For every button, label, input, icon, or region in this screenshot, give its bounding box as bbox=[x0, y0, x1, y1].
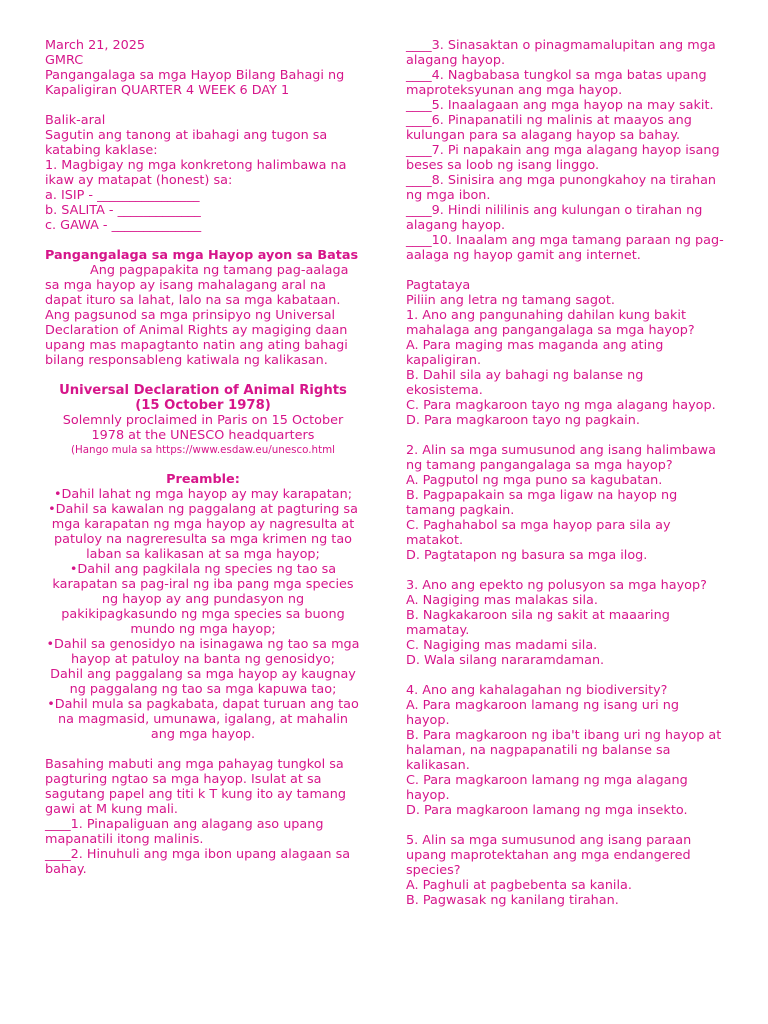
true-false-item: ____2. Hinuhuli ang mga ibon upang alagaan sa bahay. bbox=[45, 847, 351, 877]
answer-line-salita: b. SALITA - _____________ bbox=[45, 203, 201, 218]
pagtataya-heading: Pagtataya bbox=[406, 278, 471, 293]
quiz-choice: A. Para maging mas maganda ang ating kapaligiran. bbox=[406, 338, 664, 368]
quiz-choice: A. Pagputol ng mga puno sa kagubatan. bbox=[406, 473, 663, 488]
declaration-source: (Hango mula sa https://www.esdaw.eu/unesco.html bbox=[70, 444, 336, 456]
preamble-item: •Dahil mula sa pagkabata, dapat turuan ang tao na magmasid, umunawa, igalang, at mahalin ang mga hayop. bbox=[47, 697, 359, 742]
section-paragraph: Ang pagpapakita ng tamang pag-aalaga sa mga hayop ay isang mahalagang aral na dapat ituro sa lahat, lalo na sa mga kabataan. Ang pagsunod sa mga prinsipyo ng Universal Declaration of Animal Rights ay magiging daan upang mas mapagtanto natin ang ating bahagi bilang responsableng katiwala ng kalikasan. bbox=[45, 263, 349, 368]
balik-aral-question: 1. Magbigay ng mga konkretong halimbawa na ikaw ay matapat (honest) sa: bbox=[45, 158, 347, 188]
school-subject: GMRC bbox=[45, 53, 84, 68]
quiz-question: 2. Alin sa mga sumusunod ang isang halimbawa ng tamang pangangalaga sa mga hayop? bbox=[406, 443, 716, 473]
quiz-choice: B. Nagkakaroon sila ng sakit at maaaring mamatay. bbox=[406, 608, 670, 638]
quiz-choice: A. Para magkaroon lamang ng isang uri ng hayop. bbox=[406, 698, 679, 728]
date: March 21, 2025 bbox=[45, 38, 146, 53]
quiz-choice: C. Para magkaroon lamang ng mga alagang hayop. bbox=[406, 773, 688, 803]
quiz-choice: D. Para magkaroon lamang ng mga insekto. bbox=[406, 803, 688, 818]
preamble-item: •Dahil sa genosidyo na isinagawa ng tao sa mga hayop at patuloy na banta ng genosidyo; bbox=[46, 637, 360, 667]
true-false-item: ____4. Nagbabasa tungkol sa mga batas upang maproteksyunan ang mga hayop. bbox=[406, 68, 707, 98]
answer-line-gawa: c. GAWA - ______________ bbox=[45, 218, 202, 233]
true-false-item: ____1. Pinapaliguan ang alagang aso upang mapanatili itong malinis. bbox=[45, 817, 324, 847]
quiz-question: 5. Alin sa mga sumusunod ang isang paraan upang maprotektahan ang mga endangered species? bbox=[406, 833, 692, 878]
quiz-choice: A. Nagiging mas malakas sila. bbox=[406, 593, 598, 608]
true-false-item: ____7. Pi napakain ang mga alagang hayop isang beses sa loob ng isang linggo. bbox=[406, 143, 720, 173]
true-false-item: ____5. Inaalagaan ang mga hayop na may sakit. bbox=[406, 98, 714, 113]
lesson-title: Pangangalaga sa mga Hayop Bilang Bahagi ng Kapaligiran QUARTER 4 WEEK 6 DAY 1 bbox=[45, 68, 345, 98]
quiz-choice: B. Pagwasak ng kanilang tirahan. bbox=[406, 893, 619, 908]
preamble-item: Dahil ang paggalang sa mga hayop ay kaugnay ng paggalang ng tao sa mga kapuwa tao; bbox=[50, 667, 356, 697]
preamble-item: •Dahil ang pagkilala ng species ng tao sa karapatan sa pag-iral ng iba pang mga species ng hayop ay ang pundasyon ng pakikipagkasundo ng mga species sa buong mundo ng mga hayop; bbox=[52, 562, 354, 637]
section-heading: Pangangalaga sa mga Hayop ayon sa Batas bbox=[45, 248, 359, 263]
quiz-question: 3. Ano ang epekto ng polusyon sa mga hayop? bbox=[406, 578, 707, 593]
left-column bbox=[45, 38, 361, 877]
quiz-choice: C. Paghahabol sa mga hayop para sila ay matakot. bbox=[406, 518, 671, 548]
true-false-item: ____3. Sinasaktan o pinagmamalupitan ang mga alagang hayop. bbox=[406, 38, 716, 68]
quiz-choice: A. Paghuli at pagbebenta sa kanila. bbox=[406, 878, 632, 893]
true-false-instruction: Basahing mabuti ang mga pahayag tungkol sa pagturing ngtao sa mga hayop. Isulat at sa sagutang papel ang titi k T kung ito ay tamang gawi at M kung mali. bbox=[45, 757, 346, 817]
preamble-heading: Preamble: bbox=[166, 472, 240, 487]
quiz-question: 4. Ano ang kahalagahan ng biodiversity? bbox=[406, 683, 668, 698]
true-false-item: ____9. Hindi nililinis ang kulungan o tirahan ng alagang hayop. bbox=[406, 203, 703, 233]
true-false-item: ____6. Pinapanatili ng malinis at maayos ang kulungan para sa alagang hayop sa bahay. bbox=[406, 113, 692, 143]
answer-line-isip: a. ISIP - ________________ bbox=[45, 188, 200, 203]
quiz-question: 1. Ano ang pangunahing dahilan kung bakit mahalaga ang pangangalaga sa mga hayop? bbox=[406, 308, 695, 338]
quiz-choice: C. Para magkaroon tayo ng mga alagang hayop. bbox=[406, 398, 716, 413]
quiz-choice: D. Pagtatapon ng basura sa mga ilog. bbox=[406, 548, 648, 563]
quiz-choice: C. Nagiging mas madami sila. bbox=[406, 638, 598, 653]
preamble-item: •Dahil lahat ng mga hayop ay may karapatan; bbox=[53, 487, 353, 502]
balik-aral-instruction: Sagutin ang tanong at ibahagi ang tugon sa katabing kaklase: bbox=[45, 128, 328, 158]
quiz-choice: B. Pagpapakain sa mga ligaw na hayop ng tamang pagkain. bbox=[406, 488, 678, 518]
preamble-item: •Dahil sa kawalan ng paggalang at pagturing sa mga karapatan ng mga hayop ay nagresulta at patuloy na nagreresulta sa mga krimen ng tao laban sa kalikasan at sa mga hayop; bbox=[48, 502, 358, 562]
true-false-item: ____10. Inaalam ang mga tamang paraan ng pag-aalaga ng hayop gamit ang internet. bbox=[406, 233, 724, 263]
true-false-item: ____8. Sinisira ang mga punongkahoy na tirahan ng mga ibon. bbox=[406, 173, 717, 203]
pagtataya-instruction: Piliin ang letra ng tamang sagot. bbox=[406, 293, 615, 308]
quiz-choice: D. Para magkaroon tayo ng pagkain. bbox=[406, 413, 640, 428]
right-column bbox=[406, 38, 724, 908]
quiz-choice: B. Dahil sila ay bahagi ng balanse ng ekosistema. bbox=[406, 368, 644, 398]
quiz-choice: B. Para magkaroon ng iba't ibang uri ng hayop at halaman, na nagpapanatili ng balanse sa kalikasan. bbox=[406, 728, 722, 773]
declaration-subtitle: Solemnly proclaimed in Paris on 15 October 1978 at the UNESCO headquarters bbox=[62, 413, 344, 443]
balik-aral-heading: Balik-aral bbox=[45, 113, 106, 128]
quiz-choice: D. Wala silang nararamdaman. bbox=[406, 653, 605, 668]
declaration-title: Universal Declaration of Animal Rights (15 October 1978) bbox=[59, 383, 347, 413]
